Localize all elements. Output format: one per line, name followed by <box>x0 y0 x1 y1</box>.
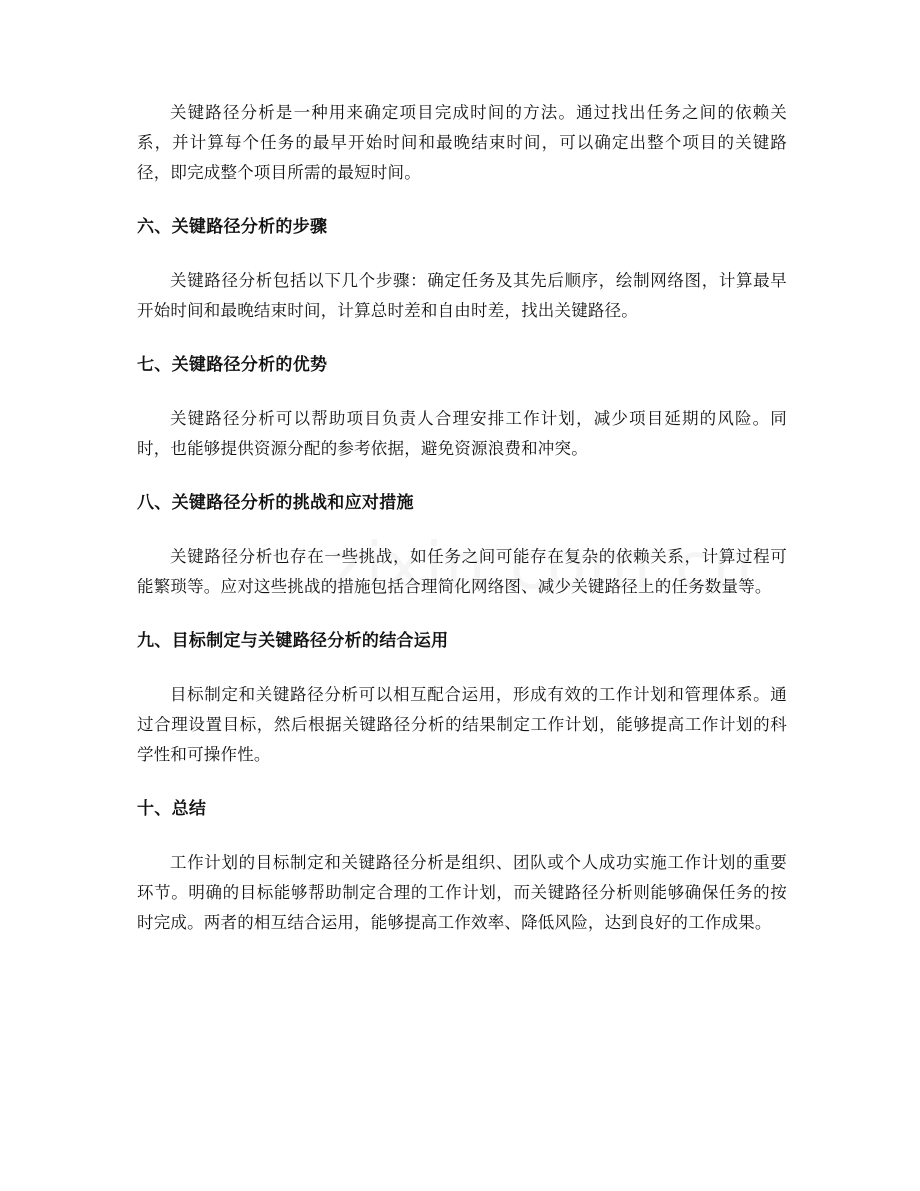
intro-paragraph: 关键路径分析是一种用来确定项目完成时间的方法。通过找出任务之间的依赖关系，并计算每个任务的最早开始时间和最晚结束时间，可以确定出整个项目的关键路径，即完成整个项目所需的最短时间。 <box>137 103 787 182</box>
document-page <box>137 98 787 938</box>
section-paragraph-8: 关键路径分析也存在一些挑战，如任务之间可能存在复杂的依赖关系，计算过程可能繁琐等。应对这些挑战的措施包括合理简化网络图、减少关键路径上的任务数量等。 <box>137 547 787 596</box>
section-paragraph-7: 关键路径分析可以帮助项目负责人合理安排工作计划，减少项目延期的风险。同时，也能够提供资源分配的参考依据，避免资源浪费和冲突。 <box>137 409 787 458</box>
section-heading-8: 八、关键路径分析的挑战和应对措施 <box>137 493 414 513</box>
section-paragraph-10: 工作计划的目标制定和关键路径分析是组织、团队或个人成功实施工作计划的重要环节。明确的目标能够帮助制定合理的工作计划，而关键路径分析则能够确保任务的按时完成。两者的相互结合运用，能够提高工作效率、降低风险，达到良好的工作成果。 <box>137 853 787 932</box>
section-heading-6: 六、关键路径分析的步骤 <box>137 217 328 237</box>
section-heading-9: 九、目标制定与关键路径分析的结合运用 <box>137 631 449 651</box>
section-paragraph-6: 关键路径分析包括以下几个步骤：确定任务及其先后顺序，绘制网络图，计算最早开始时间和最晚结束时间，计算总时差和自由时差，找出关键路径。 <box>137 271 787 320</box>
section-heading-7: 七、关键路径分析的优势 <box>137 355 328 375</box>
section-heading-10: 十、总结 <box>137 799 207 819</box>
section-paragraph-9: 目标制定和关键路径分析可以相互配合运用，形成有效的工作计划和管理体系。通过合理设置目标，然后根据关键路径分析的结果制定工作计划，能够提高工作计划的科学性和可操作性。 <box>137 685 787 764</box>
